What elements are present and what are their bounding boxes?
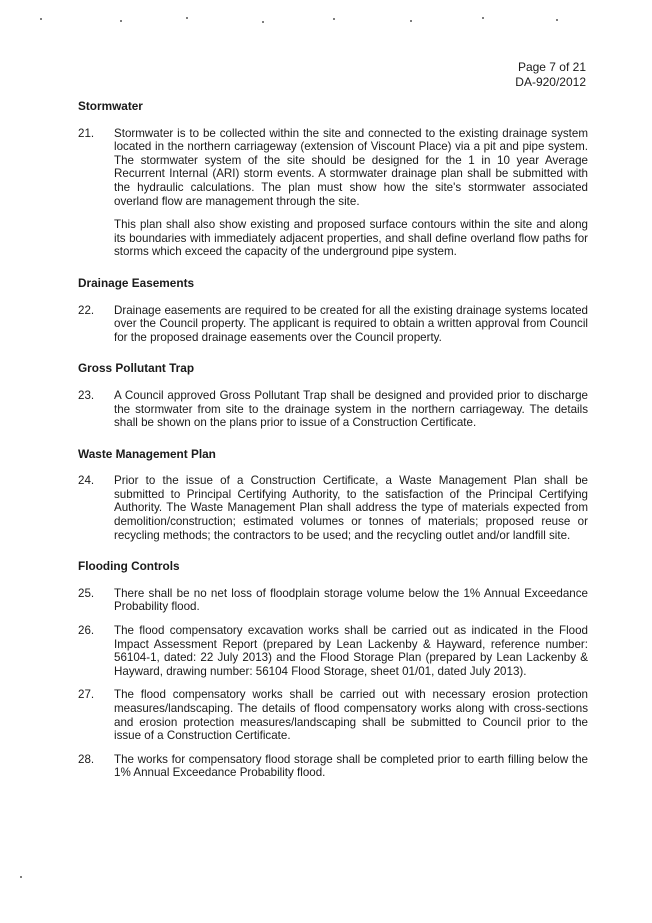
document-body (78, 100, 588, 790)
scan-speck (186, 17, 188, 19)
section-gross-pollutant-trap (78, 362, 588, 429)
condition-text (114, 688, 588, 742)
scan-speck (556, 19, 558, 21)
scan-speck (20, 876, 22, 878)
condition-item (78, 753, 588, 780)
condition-number: 27. (78, 688, 95, 702)
paragraph: The flood compensatory works shall be carried out with necessary erosion protection measures/landscaping. The details of flood compensatory works along with cross-sections and erosion protection measures/landscaping shall be submitted to Council prior to the issue of a Construction Certificate. (114, 688, 588, 743)
section-stormwater (78, 100, 588, 259)
condition-number: 28. (78, 752, 95, 766)
scan-speck (262, 21, 264, 23)
paragraph: Drainage easements are required to be created for all the existing drainage systems located over the Council property. The applicant is required to obtain a written approval from Council for the proposed drainage easements over the Council property. (114, 303, 588, 344)
paragraph: The works for compensatory flood storage shall be completed prior to earth filling below the 1% Annual Exceedance Probability flood. (114, 752, 588, 780)
condition-item (78, 127, 588, 259)
paragraph: This plan shall also show existing and proposed surface contours within the site and along its boundaries with immediately adjacent properties, and shall define overland flow paths for storms which exceed the capacity of the underground pipe system. (114, 218, 588, 259)
condition-number: 22. (78, 303, 95, 317)
condition-text (114, 624, 588, 678)
section-waste-management-plan (78, 448, 588, 543)
condition-item (78, 304, 588, 345)
condition-number: 23. (78, 388, 95, 402)
condition-text (114, 127, 588, 259)
condition-number: 24. (78, 474, 95, 488)
condition-number: 25. (78, 586, 95, 600)
condition-text (114, 389, 588, 430)
condition-item (78, 474, 588, 542)
condition-item (78, 688, 588, 742)
section-heading: Drainage Easements (78, 275, 195, 290)
scan-speck (482, 17, 484, 19)
condition-text (114, 304, 588, 345)
scan-speck (410, 20, 412, 22)
paragraph: There shall be no net loss of floodplain storage volume below the 1% Annual Exceedance Probability flood. (114, 586, 588, 614)
scan-speck (333, 18, 335, 20)
condition-text (114, 474, 588, 542)
page-number: Page 7 of 21 (517, 60, 586, 74)
paragraph: The flood compensatory excavation works shall be carried out as indicated in the Flood Impact Assessment Report (prepared by Lean Lackenby & Hayward, reference number: 56104-1, dated: 22 July 2013) and the Flood Storage Plan (prepared by Lean Lackenby & Hayward, drawing number: 56104 Flood Storage, sheet 01/01, dated July 2013). (114, 624, 588, 678)
section-heading: Waste Management Plan (78, 446, 216, 461)
condition-item (78, 389, 588, 430)
section-heading: Gross Pollutant Trap (78, 361, 195, 376)
section-flooding-controls (78, 560, 588, 780)
paragraph: A Council approved Gross Pollutant Trap shall be designed and provided prior to discharge the stormwater from site to the drainage system in the northern carriageway. The details shall be shown on the plans prior to issue of a Construction Certificate. (114, 388, 588, 430)
section-heading: Flooding Controls (78, 559, 180, 574)
paragraph: Prior to the issue of a Construction Certificate, a Waste Management Plan shall be submitted to Principal Certifying Authority, to the satisfaction of the Principal Certifying Authority. The Waste Management Plan shall address the type of materials expected from demolition/construction; estimated volumes or tonnes of materials; proposed reuse or recycling methods; the contractors to be used; and the recycling outlet and/or landfill site. (114, 474, 588, 542)
page-header (515, 60, 586, 90)
condition-item (78, 587, 588, 614)
reference-number: DA-920/2012 (515, 75, 586, 89)
scan-speck (120, 20, 122, 22)
section-drainage-easements (78, 277, 588, 344)
scan-speck (40, 18, 42, 20)
condition-item (78, 624, 588, 678)
section-heading: Stormwater (78, 99, 143, 113)
condition-text (114, 753, 588, 780)
condition-number: 26. (78, 624, 95, 638)
paragraph: Stormwater is to be collected within the site and connected to the existing drainage system located in the northern carriageway (extension of Viscount Place) via a pit and pipe system. The stormwater system of the site should be designed for the 1 in 10 year Average Recurrent Internal (ARI) storm events. A stormwater drainage plan shall be submitted with the hydraulic calculations. The plan must show how the site's stormwater associated overland flow are management through the site. (114, 126, 588, 208)
condition-text (114, 587, 588, 614)
condition-number: 21. (78, 126, 95, 140)
